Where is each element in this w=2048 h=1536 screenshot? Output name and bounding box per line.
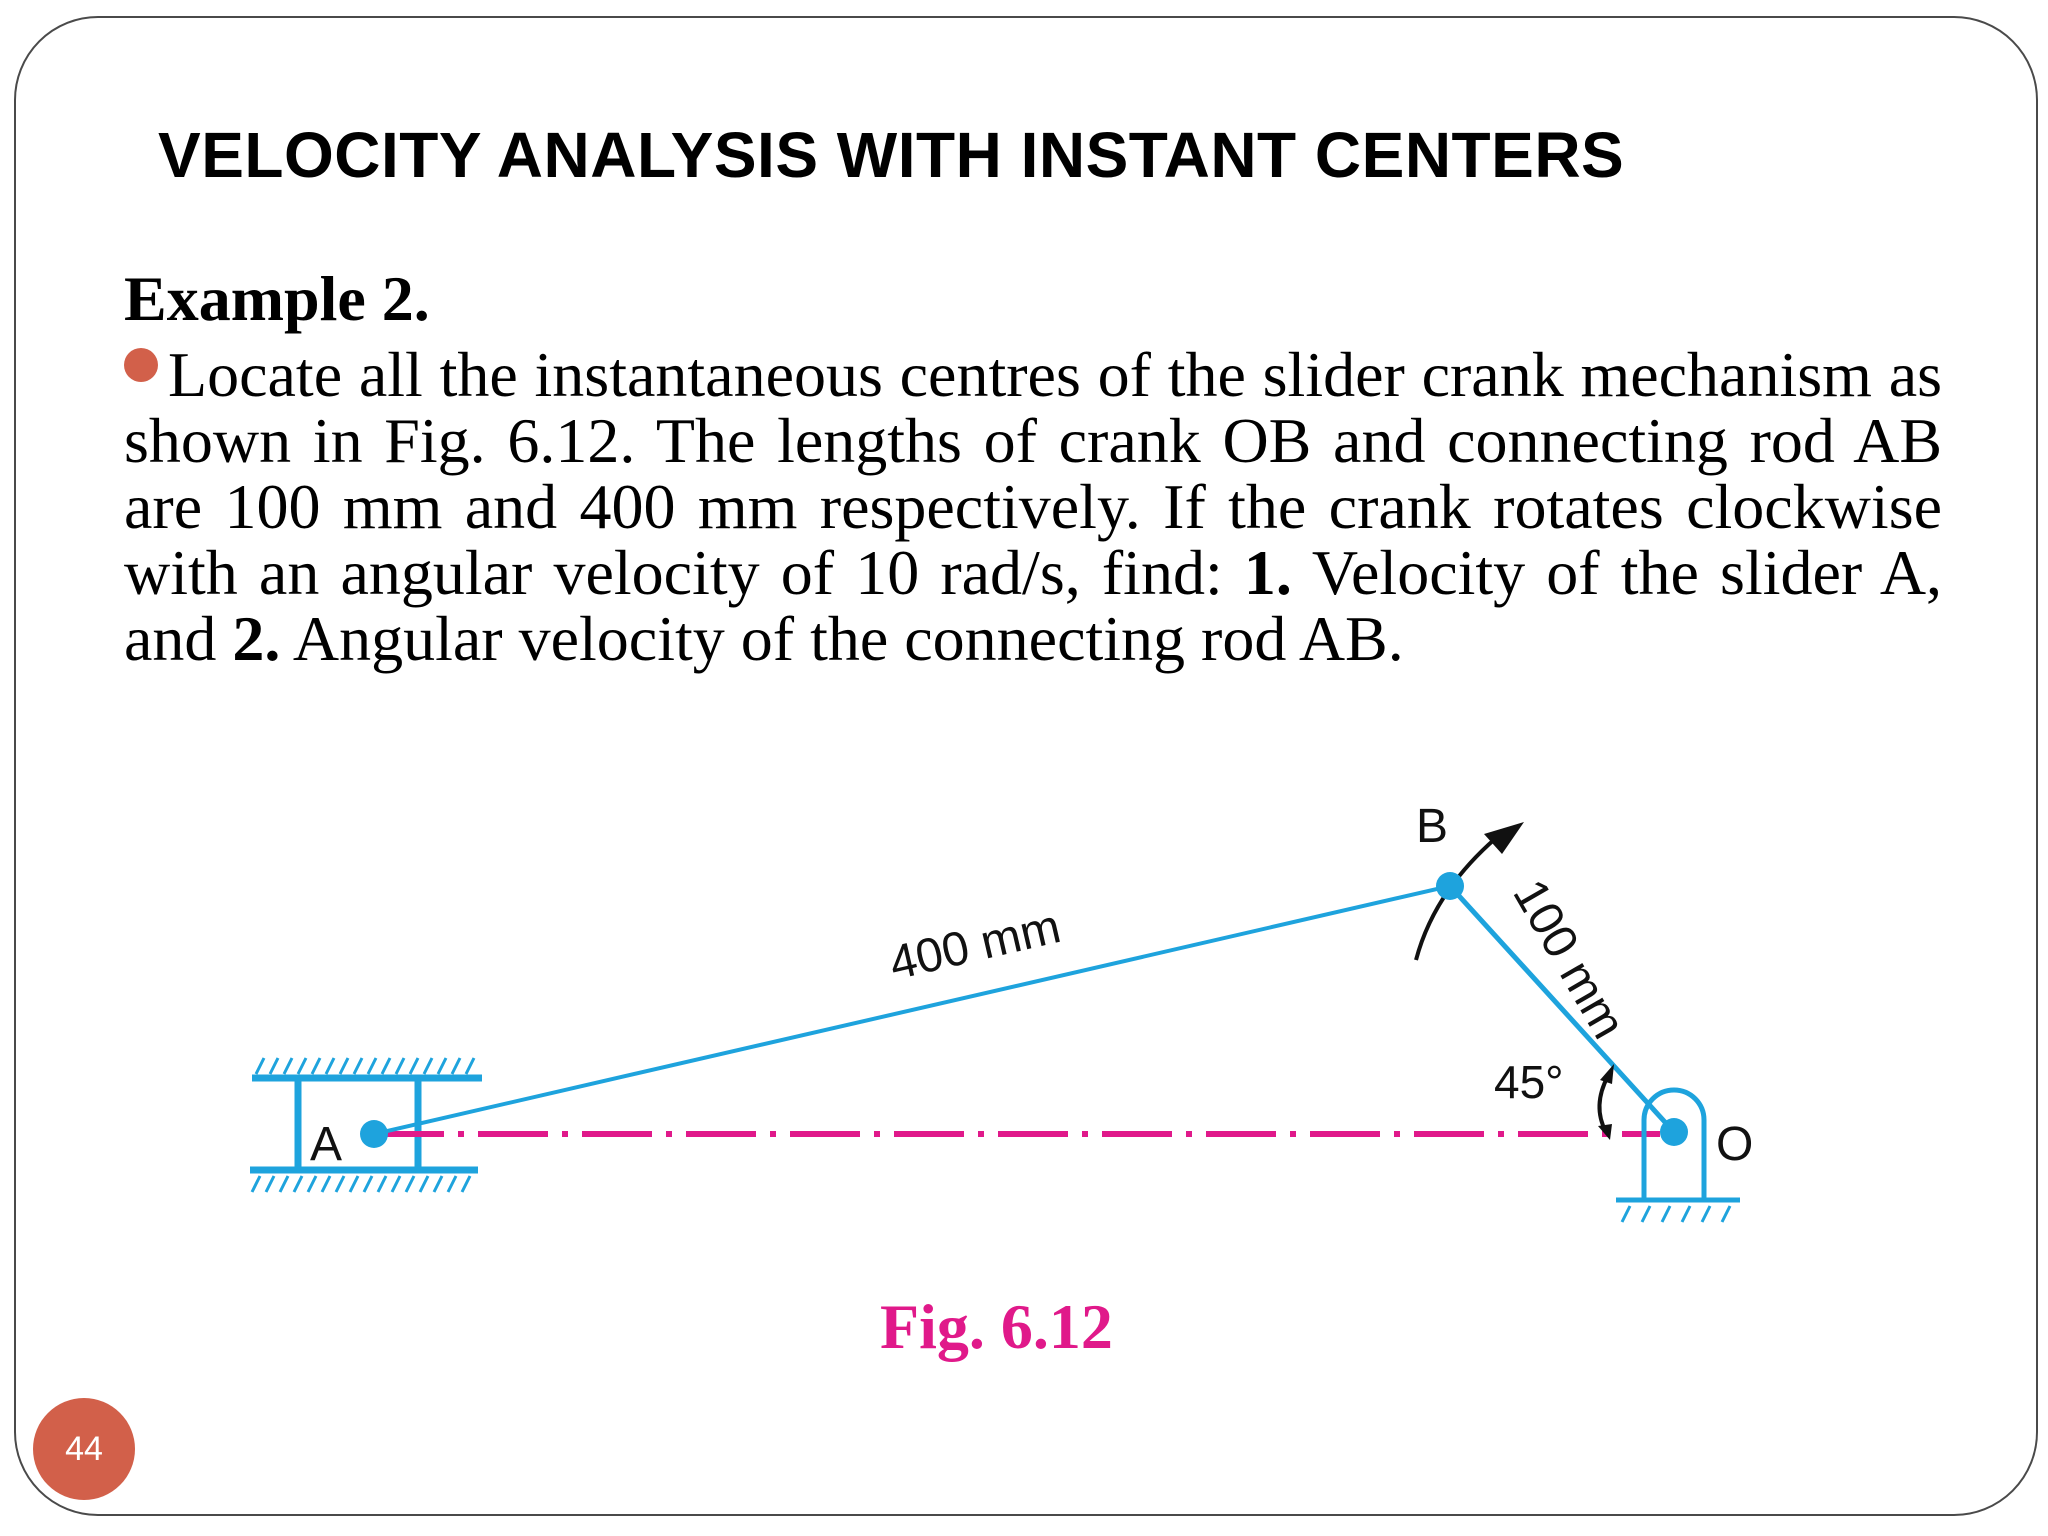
joint-b bbox=[1436, 872, 1464, 900]
label-o: O bbox=[1716, 1118, 1754, 1171]
angle-label: 45° bbox=[1494, 1056, 1564, 1108]
angle-arc bbox=[1599, 1076, 1608, 1132]
angle-arrow-top-icon bbox=[1600, 1064, 1614, 1084]
item-1-number: 1. bbox=[1243, 537, 1292, 608]
slide-title: VELOCITY ANALYSIS WITH INSTANT CENTERS bbox=[158, 119, 1625, 191]
crank-length-label: 100 mm bbox=[1502, 871, 1636, 1048]
example-heading: Example 2. bbox=[124, 263, 430, 334]
angle-arrow-bottom-icon bbox=[1598, 1124, 1612, 1140]
support-hatching bbox=[1622, 1206, 1730, 1222]
slider-crank-figure bbox=[160, 780, 1800, 1400]
lower-hatching bbox=[252, 1176, 470, 1192]
problem-text: Locate all the instantaneous centres of the slider crank mechanism as shown in Fig. 6.12. The lengths of crank OB and connecting rod AB are 100 mm and 400 mm respectively. If the crank rotates clockwise with an angular velocity of 10 rad/s, find: bbox=[124, 339, 1942, 608]
item-1-text: Velocity of the slider A, and bbox=[124, 537, 1943, 674]
connecting-rod-ab bbox=[374, 886, 1450, 1134]
rotation-arrow-icon bbox=[1416, 838, 1496, 960]
label-b: B bbox=[1416, 800, 1449, 853]
arrowhead-icon bbox=[1484, 822, 1524, 854]
problem-statement bbox=[124, 339, 1943, 674]
page-number-badge: 44 bbox=[33, 1398, 135, 1500]
joint-o bbox=[1660, 1118, 1688, 1146]
label-a: A bbox=[310, 1118, 343, 1171]
item-2-text: Angular velocity of the connecting rod AB. bbox=[292, 603, 1404, 674]
upper-hatching bbox=[256, 1058, 474, 1074]
bullet-icon bbox=[124, 348, 158, 382]
item-2-number: 2. bbox=[232, 603, 281, 674]
rod-length-label: 400 mm bbox=[884, 900, 1066, 991]
figure-caption: Fig. 6.12 bbox=[880, 1291, 1113, 1362]
joint-a bbox=[360, 1120, 388, 1148]
